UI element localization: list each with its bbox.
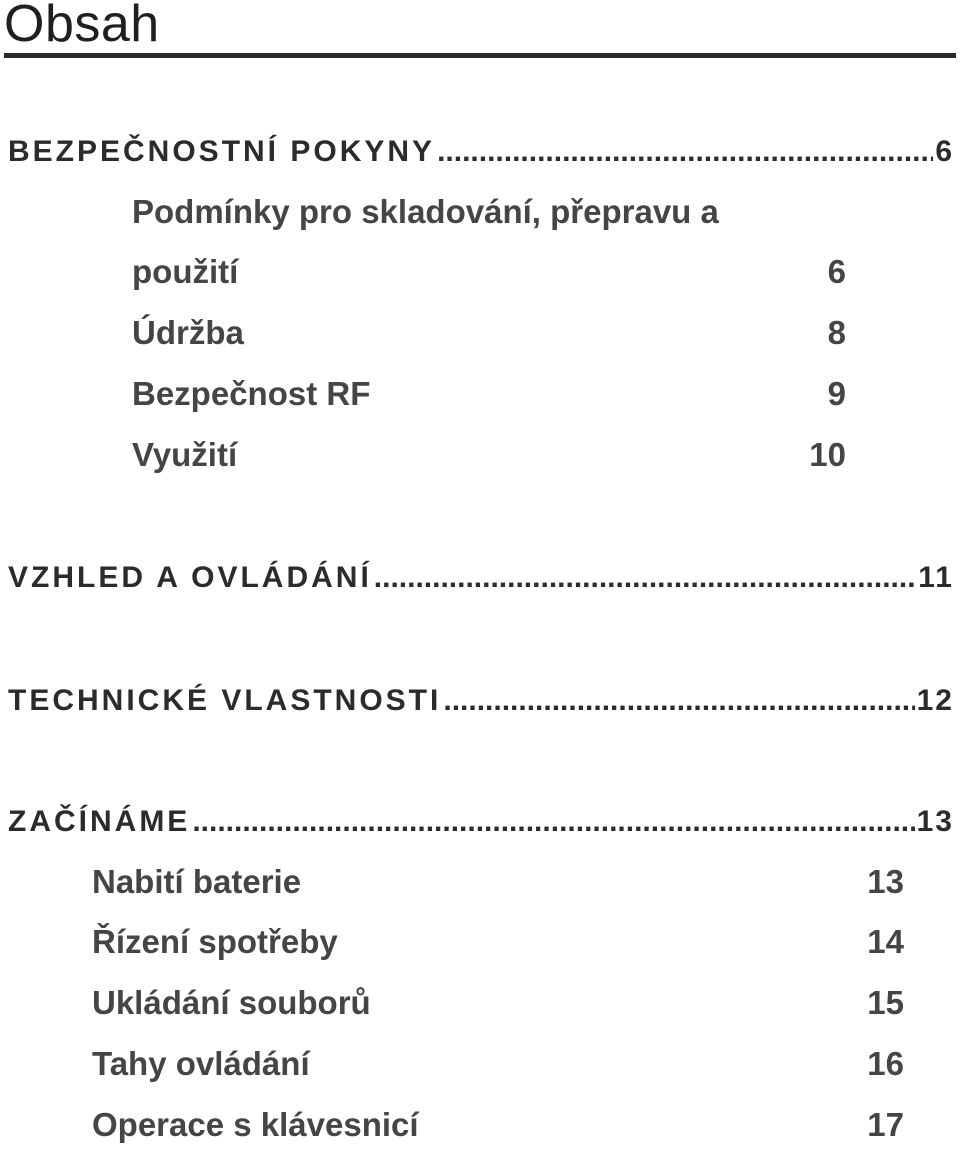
toc-page-number: 10 bbox=[809, 436, 846, 473]
toc-subitem-usage[interactable] bbox=[132, 435, 846, 475]
toc-subitem-storage-line1[interactable]: Podmínky pro skladování, přepravu a bbox=[132, 193, 719, 230]
toc-subitem-label: Nabití baterie bbox=[92, 863, 302, 900]
toc-subitem-maintenance[interactable] bbox=[132, 313, 846, 353]
page-title: Obsah bbox=[4, 0, 160, 53]
toc-subitem-label: Údržba bbox=[132, 314, 244, 351]
toc-subitem-label: Bezpečnost RF bbox=[132, 375, 371, 412]
toc-page-number: 11 bbox=[918, 561, 954, 594]
toc-page-number: 13 bbox=[867, 863, 904, 900]
toc-subitem-label: Využití bbox=[132, 436, 238, 473]
toc-subitem-label: Operace s klávesnicí bbox=[92, 1106, 419, 1143]
toc-subitem-files[interactable] bbox=[92, 983, 904, 1023]
toc-page-number: 6 bbox=[827, 253, 846, 290]
toc-leader-dots bbox=[437, 134, 933, 170]
toc-leader-dots bbox=[443, 683, 914, 719]
toc-subitem-label: Ukládání souborů bbox=[92, 984, 371, 1021]
toc-page-number: 16 bbox=[867, 1045, 904, 1082]
toc-subitem-power[interactable] bbox=[92, 922, 904, 962]
toc-section-getting-started[interactable] bbox=[8, 804, 954, 840]
toc-subitem-label: použití bbox=[132, 253, 239, 290]
toc-section-label: TECHNICKÉ VLASTNOSTI bbox=[8, 684, 442, 717]
toc-subitem-charging[interactable] bbox=[92, 862, 904, 902]
toc-page-number: 8 bbox=[827, 314, 846, 351]
toc-subitem-label: Řízení spotřeby bbox=[92, 923, 338, 960]
title-divider bbox=[4, 53, 956, 58]
toc-page-number: 17 bbox=[867, 1106, 904, 1143]
toc-section-specs[interactable] bbox=[8, 683, 954, 719]
toc-page-number: 13 bbox=[916, 805, 954, 838]
toc-section-label: BEZPEČNOSTNÍ POKYNY bbox=[8, 135, 436, 168]
toc-subitem-label: Tahy ovládání bbox=[92, 1045, 310, 1082]
toc-page-number: 12 bbox=[916, 684, 954, 717]
toc-subitem-rf-safety[interactable] bbox=[132, 374, 846, 414]
toc-section-safety[interactable] bbox=[8, 134, 954, 170]
toc-subitem-gestures[interactable] bbox=[92, 1044, 904, 1084]
toc-page-number: 14 bbox=[867, 923, 904, 960]
toc-leader-dots bbox=[192, 804, 914, 840]
toc-leader-dots bbox=[374, 560, 917, 596]
toc-subitem-keyboard[interactable] bbox=[92, 1105, 904, 1145]
toc-section-label: ZAČÍNÁME bbox=[8, 805, 191, 838]
toc-section-label: VZHLED A OVLÁDÁNÍ bbox=[8, 561, 372, 594]
toc-subitem-storage[interactable] bbox=[132, 252, 846, 292]
toc-page-number: 15 bbox=[867, 984, 904, 1021]
toc-page-number: 6 bbox=[935, 135, 954, 168]
toc-section-appearance[interactable] bbox=[8, 560, 954, 596]
toc-page-number: 9 bbox=[827, 375, 846, 412]
